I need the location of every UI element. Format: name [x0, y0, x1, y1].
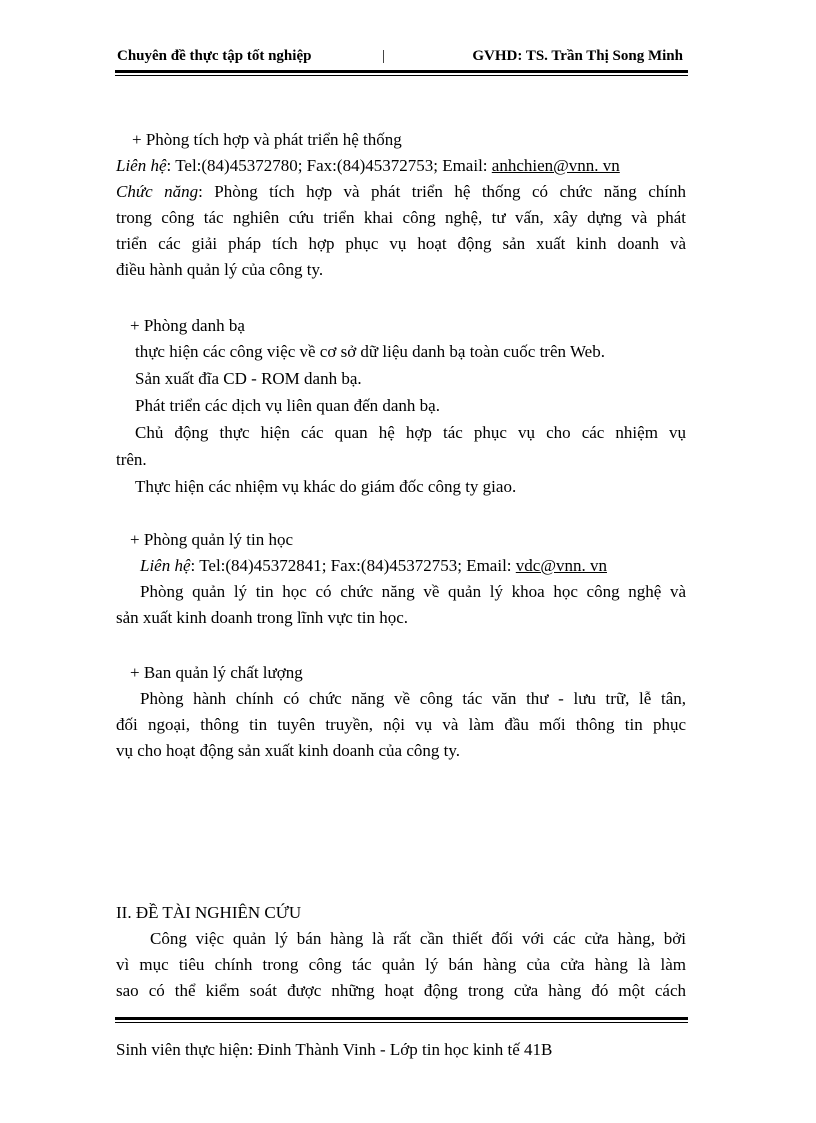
section-title: + Phòng quản lý tin học: [130, 530, 294, 549]
header-rule-thin: [115, 75, 688, 76]
section-title: + Phòng tích hợp và phát triển hệ thống: [132, 130, 402, 149]
header-title: Chuyên đề thực tập tốt nghiệp: [117, 48, 312, 64]
paragraph-line: vụ cho hoạt động sản xuất kinh doanh của công ty.: [116, 741, 461, 760]
function-label: Chức năng: [116, 182, 199, 201]
header-rule-thick: [115, 70, 688, 73]
paragraph-line: Thực hiện các nhiệm vụ khác do giám đốc công ty giao.: [135, 477, 517, 496]
header-advisor: GVHD: TS. Trần Thị Song Minh: [472, 48, 683, 64]
contact-text: : Tel:(84)45372841; Fax:(84)45372753; Email:: [190, 556, 516, 575]
contact-line: [140, 553, 607, 579]
paragraph-line: điều hành quản lý của công ty.: [116, 260, 324, 279]
footer-rule-thin: [115, 1022, 688, 1023]
paragraph-line: vì mục tiêu chính trong công tác quản lý bán hàng của cửa hàng là làm: [116, 955, 686, 974]
paragraph-line: Phát triển các dịch vụ liên quan đến danh bạ.: [135, 396, 440, 415]
contact-label: Liên hệ: [116, 156, 167, 175]
contact-line: [116, 153, 620, 179]
contact-text: : Tel:(84)45372780; Fax:(84)45372753; Email:: [166, 156, 492, 175]
section-title: + Phòng danh bạ: [130, 316, 245, 335]
paragraph-line: Phòng hành chính có chức năng về công tác văn thư - lưu trữ, lễ tân,: [140, 689, 686, 708]
paragraph-line: triển các giải pháp tích hợp phục vụ hoạt động sản xuất kinh doanh và: [116, 234, 686, 253]
paragraph-line: trên.: [116, 450, 147, 469]
paragraph-line: đối ngoại, thông tin tuyên truyền, nội vụ và làm đầu mối thông tin phục: [116, 715, 686, 734]
paragraph-line: Chủ động thực hiện các quan hệ hợp tác phục vụ cho các nhiệm vụ: [135, 423, 686, 442]
function-text: : Phòng tích hợp và phát triển hệ thống có chức năng chính: [198, 182, 687, 201]
paragraph-line: Phòng quản lý tin học có chức năng về quản lý khoa học công nghệ và: [140, 582, 686, 601]
paragraph-line: thực hiện các công việc về cơ sở dữ liệu danh bạ toàn cuốc trên Web.: [135, 342, 605, 361]
footer-author: Sinh viên thực hiện: Đinh Thành Vinh - Lớp tin học kinh tế 41B: [116, 1040, 553, 1059]
paragraph-line: Công việc quản lý bán hàng là rất cần thiết đối với các cửa hàng, bởi: [150, 929, 686, 948]
footer-rule-thick: [115, 1017, 688, 1020]
paragraph-line: sao có thể kiểm soát được những hoạt động trong cửa hàng đó một cách: [116, 981, 686, 1000]
header-separator: |: [382, 48, 386, 64]
paragraph-line: sản xuất kinh doanh trong lĩnh vực tin học.: [116, 608, 409, 627]
email-link[interactable]: anhchien@vnn. vn: [491, 156, 620, 175]
paragraph-line: Sản xuất đĩa CD - ROM danh bạ.: [135, 369, 362, 388]
contact-label: Liên hệ: [140, 556, 191, 575]
paragraph-line: [116, 179, 686, 205]
paragraph-line: trong công tác nghiên cứu triển khai công nghệ, tư vấn, xây dựng và phát: [116, 208, 686, 227]
chapter-heading: II. ĐỀ TÀI NGHIÊN CỨU: [116, 903, 302, 922]
section-title: + Ban quản lý chất lượng: [130, 663, 303, 682]
email-link[interactable]: vdc@vnn. vn: [515, 556, 607, 575]
